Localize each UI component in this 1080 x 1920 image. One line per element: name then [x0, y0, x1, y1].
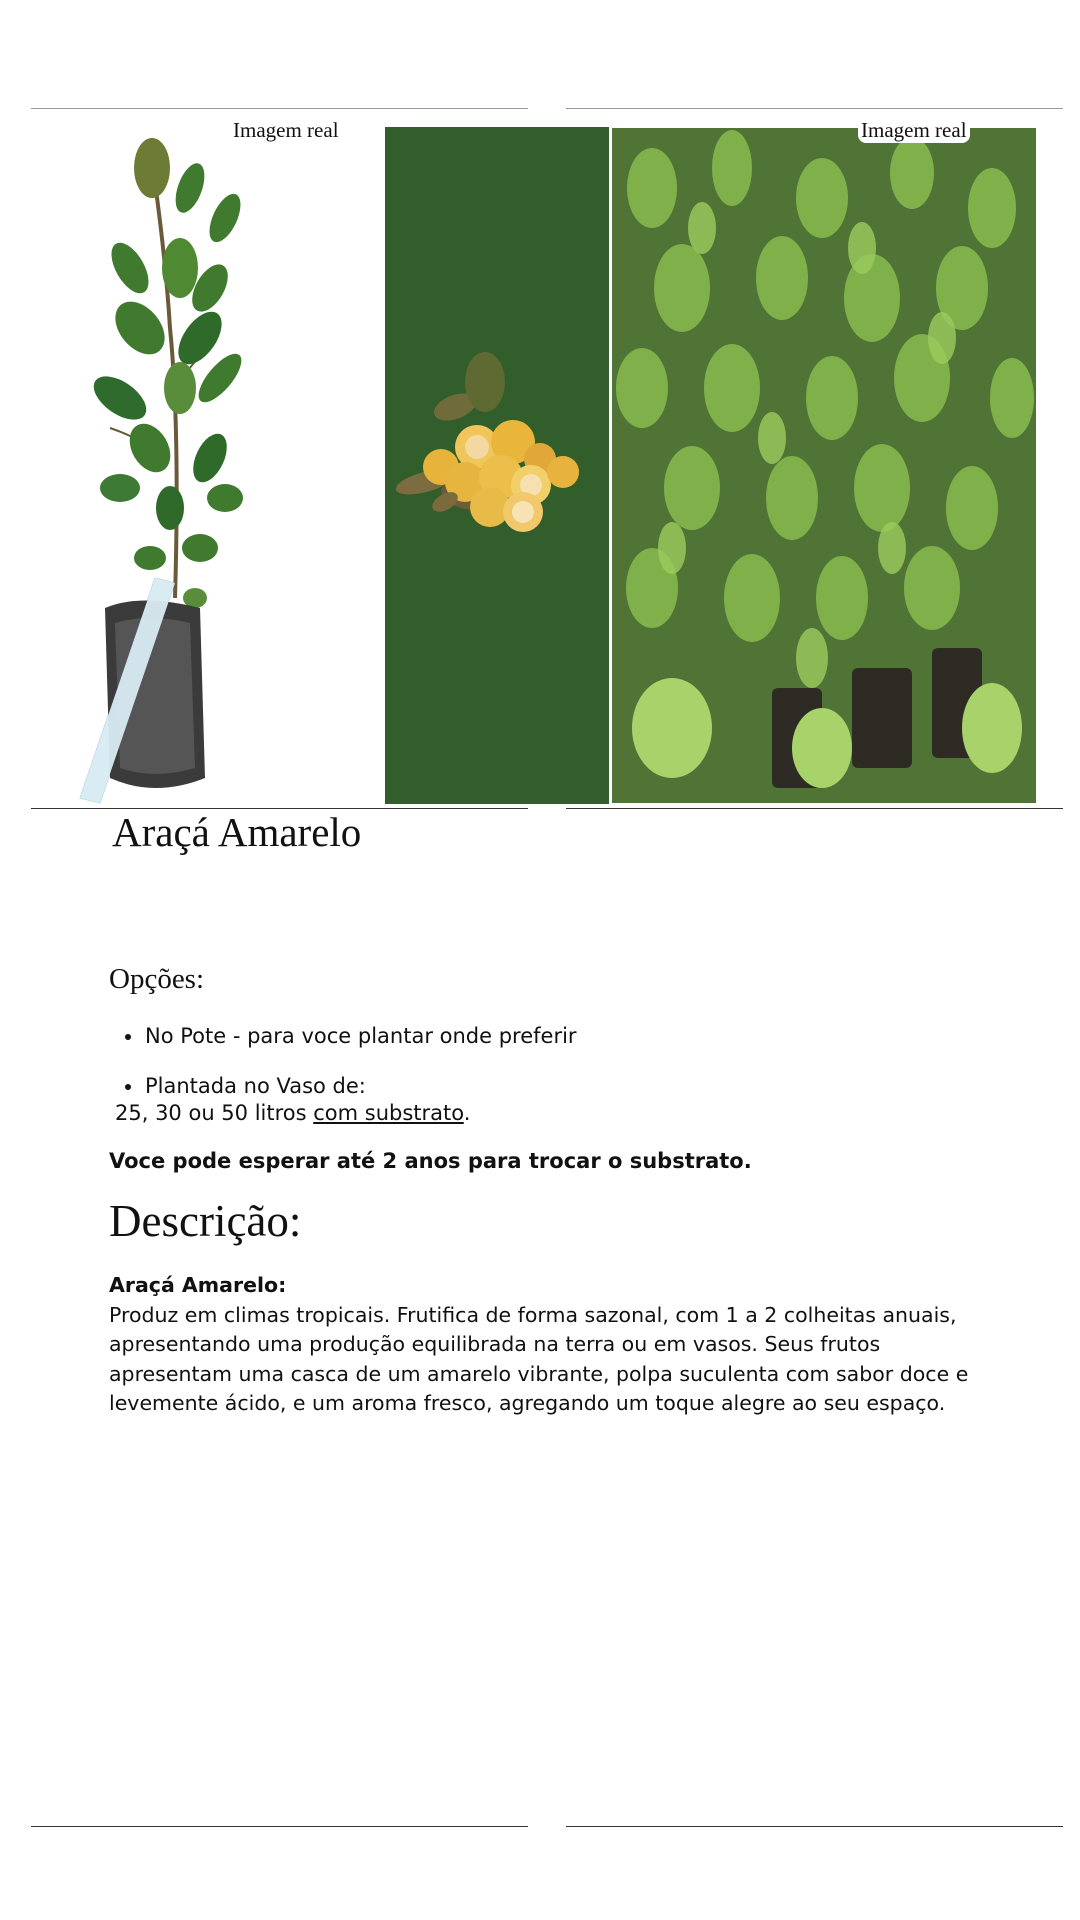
description-name: Araçá Amarelo:: [109, 1273, 287, 1297]
option-item-vase: Plantada no Vaso de:: [145, 1072, 577, 1100]
bottom-rule-right: [566, 1826, 1063, 1827]
real-image-label-left: Imagem real: [233, 118, 339, 142]
description-body: [109, 1271, 969, 1419]
top-rule-left: [31, 108, 528, 109]
vase-sizes-text: 25, 30 ou 50 litros: [115, 1101, 314, 1125]
vase-sizes-end: .: [463, 1101, 471, 1125]
fruit-panel: [385, 127, 609, 804]
top-rule-right: [566, 108, 1063, 109]
product-title: Araçá Amarelo: [112, 809, 362, 855]
options-heading: Opções:: [109, 963, 205, 995]
options-list: [145, 1022, 577, 1100]
option-item-pot: No Pote - para voce plantar onde preferir: [145, 1024, 577, 1048]
real-image-label-right: Imagem real: [858, 118, 970, 143]
vase-sizes: [115, 1099, 470, 1127]
description-text: Produz em climas tropicais. Frutifica de forma sazonal, com 1 a 2 colheitas anuais, apresentando uma produção equilibrada na terra ou em vasos. Seus frutos apresentam uma casca de um amarelo vibrante, polpa suculenta com sabor doce e levemente ácido, e um aroma fresco, agregando um toque alegre ao seu espaço.: [109, 1302, 969, 1415]
mid-rule-right: [566, 808, 1063, 809]
bottom-rule-left: [31, 1826, 528, 1827]
substrate-link[interactable]: com substrato: [313, 1101, 464, 1125]
nursery-photo: [612, 128, 1036, 803]
substrate-note: Voce pode esperar até 2 anos para trocar o substrato.: [109, 1149, 752, 1173]
description-heading: Descrição:: [109, 1196, 302, 1246]
plant-photo: [60, 128, 260, 804]
